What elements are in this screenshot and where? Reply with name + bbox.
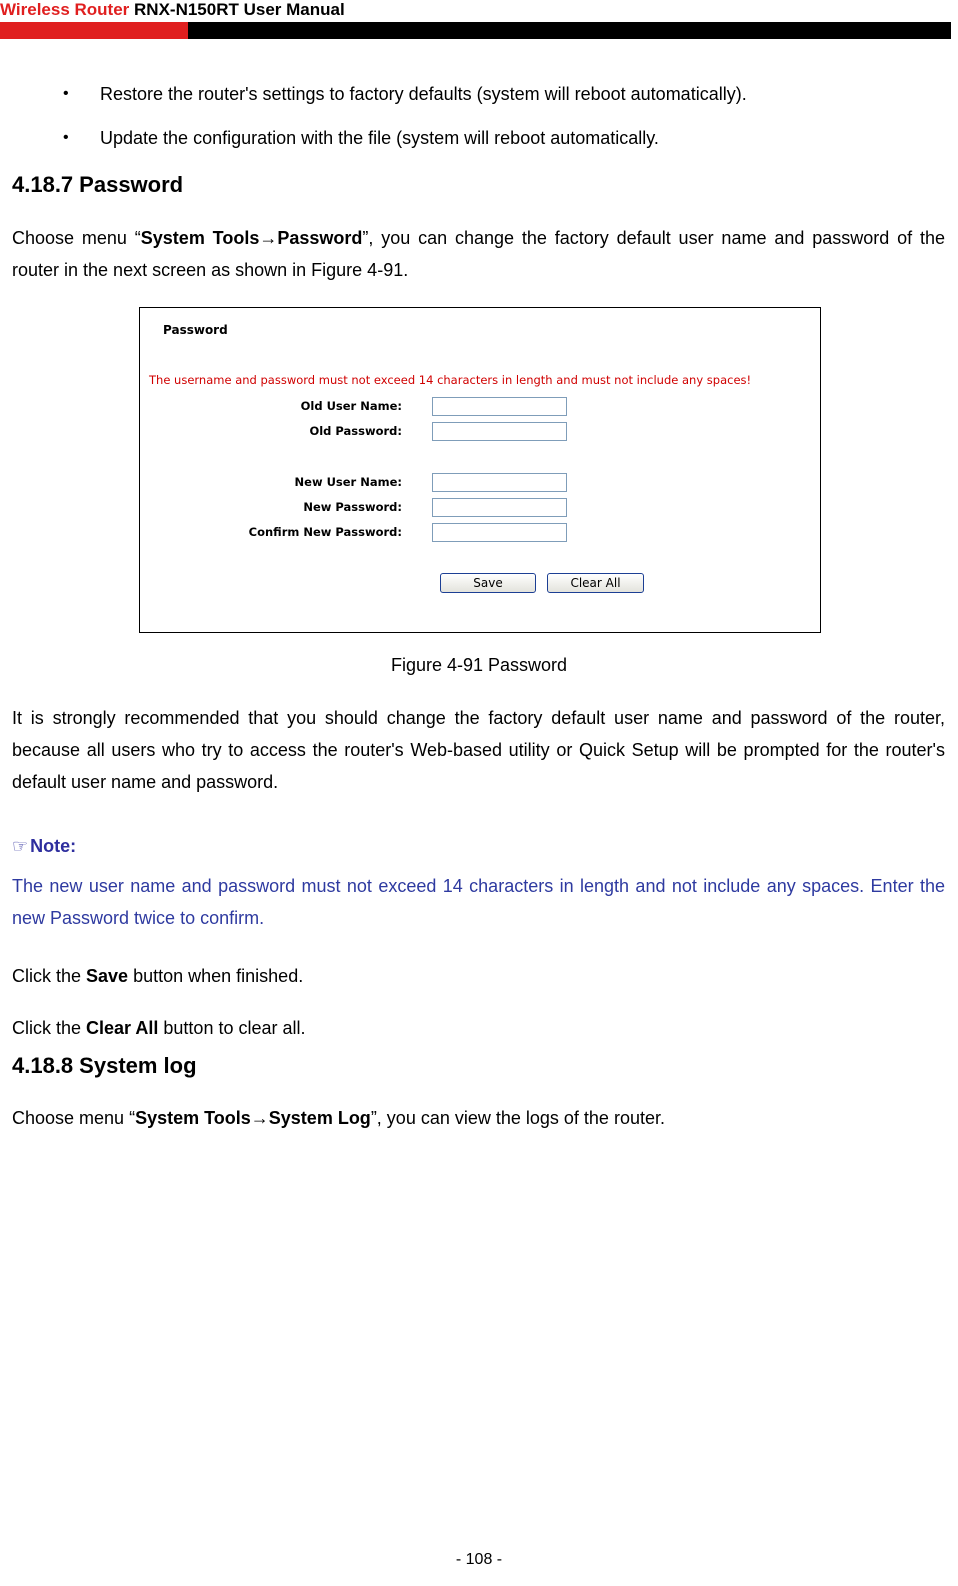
figure-title: Password	[163, 323, 228, 337]
page-number: - 108 -	[455, 1551, 503, 1568]
section-heading-system-log	[12, 1053, 197, 1079]
new-password-input[interactable]	[432, 498, 567, 517]
header-bar-black	[188, 22, 951, 39]
old-password-input[interactable]	[432, 422, 567, 441]
arrow-icon: →	[250, 1108, 269, 1128]
syslog-intro	[12, 1102, 945, 1134]
figure-caption: Figure 4-91 Password	[390, 655, 568, 675]
header-model: RNX-N150RT User Manual	[134, 0, 345, 19]
text-span: Click the	[12, 966, 87, 986]
text-span: Choose menu “	[12, 1108, 136, 1128]
section-title: Password	[79, 172, 184, 197]
clear-all-bold: Clear All	[86, 1018, 159, 1038]
text-span: Click the	[12, 1018, 87, 1038]
menu-system-tools: System Tools	[135, 1108, 251, 1128]
bullet-text: Restore the router's settings to factory defaults (system will reboot automatically).	[100, 84, 747, 104]
confirm-new-password-label: Confirm New Password:	[248, 525, 402, 539]
click-clear-line	[12, 1012, 945, 1044]
menu-system-log: System Log	[268, 1108, 371, 1128]
warning-text: The username and password must not exceed 14 characters in length and must not include any spaces!	[149, 373, 752, 387]
new-password-label: New Password:	[303, 500, 402, 514]
text-span: ”, you can view the logs of the router.	[370, 1108, 665, 1128]
header-bar-red	[0, 22, 188, 39]
recommendation-paragraph: It is strongly recommended that you should change the factory default user name and password of the router, because all users who try to access the router's Web-based utility or Quick Setup will be prompted for the router's default user name and password.	[12, 708, 945, 792]
intro-pre: Choose menu “	[12, 228, 141, 248]
new-user-name-input[interactable]	[432, 473, 567, 492]
section-number: 4.18.7	[12, 172, 74, 197]
section-number: 4.18.8	[12, 1053, 74, 1078]
bullet-icon: •	[63, 85, 69, 102]
save-button[interactable]: Save	[440, 573, 536, 593]
text-span: button to clear all.	[158, 1018, 306, 1038]
bullet-icon: •	[63, 129, 69, 146]
password-screenshot	[139, 307, 821, 633]
click-save-line	[12, 960, 945, 992]
pointing-hand-icon: ☞	[12, 836, 29, 856]
clear-all-button[interactable]: Clear All	[547, 573, 644, 593]
header-brand: Wireless Router	[0, 0, 130, 19]
bullet-text: Update the configuration with the file (system will reboot automatically.	[100, 128, 659, 148]
menu-password: Password	[277, 228, 363, 248]
note-text: The new user name and password must not exceed 14 characters in length and not include any spaces. Enter the new Password twice to confirm.	[12, 876, 945, 928]
menu-system-tools: System Tools	[140, 228, 260, 248]
intro-paragraph	[12, 222, 945, 286]
old-user-name-label: Old User Name:	[300, 399, 402, 413]
header-title	[0, 0, 345, 20]
note-heading	[12, 834, 76, 858]
confirm-new-password-input[interactable]	[432, 523, 567, 542]
old-user-name-input[interactable]	[432, 397, 567, 416]
old-password-label: Old Password:	[309, 424, 402, 438]
save-bold: Save	[86, 966, 129, 986]
intro-post: ”, you can change the factory default user name and password of the router in the next screen as shown in Figure 4-91.	[12, 228, 945, 280]
section-heading-password	[12, 172, 183, 198]
section-title: System log	[79, 1053, 197, 1078]
new-user-name-label: New User Name:	[294, 475, 402, 489]
text-span: button when finished.	[128, 966, 304, 986]
note-title: Note:	[30, 836, 77, 856]
arrow-icon: →	[259, 228, 278, 248]
page-header	[0, 0, 958, 40]
